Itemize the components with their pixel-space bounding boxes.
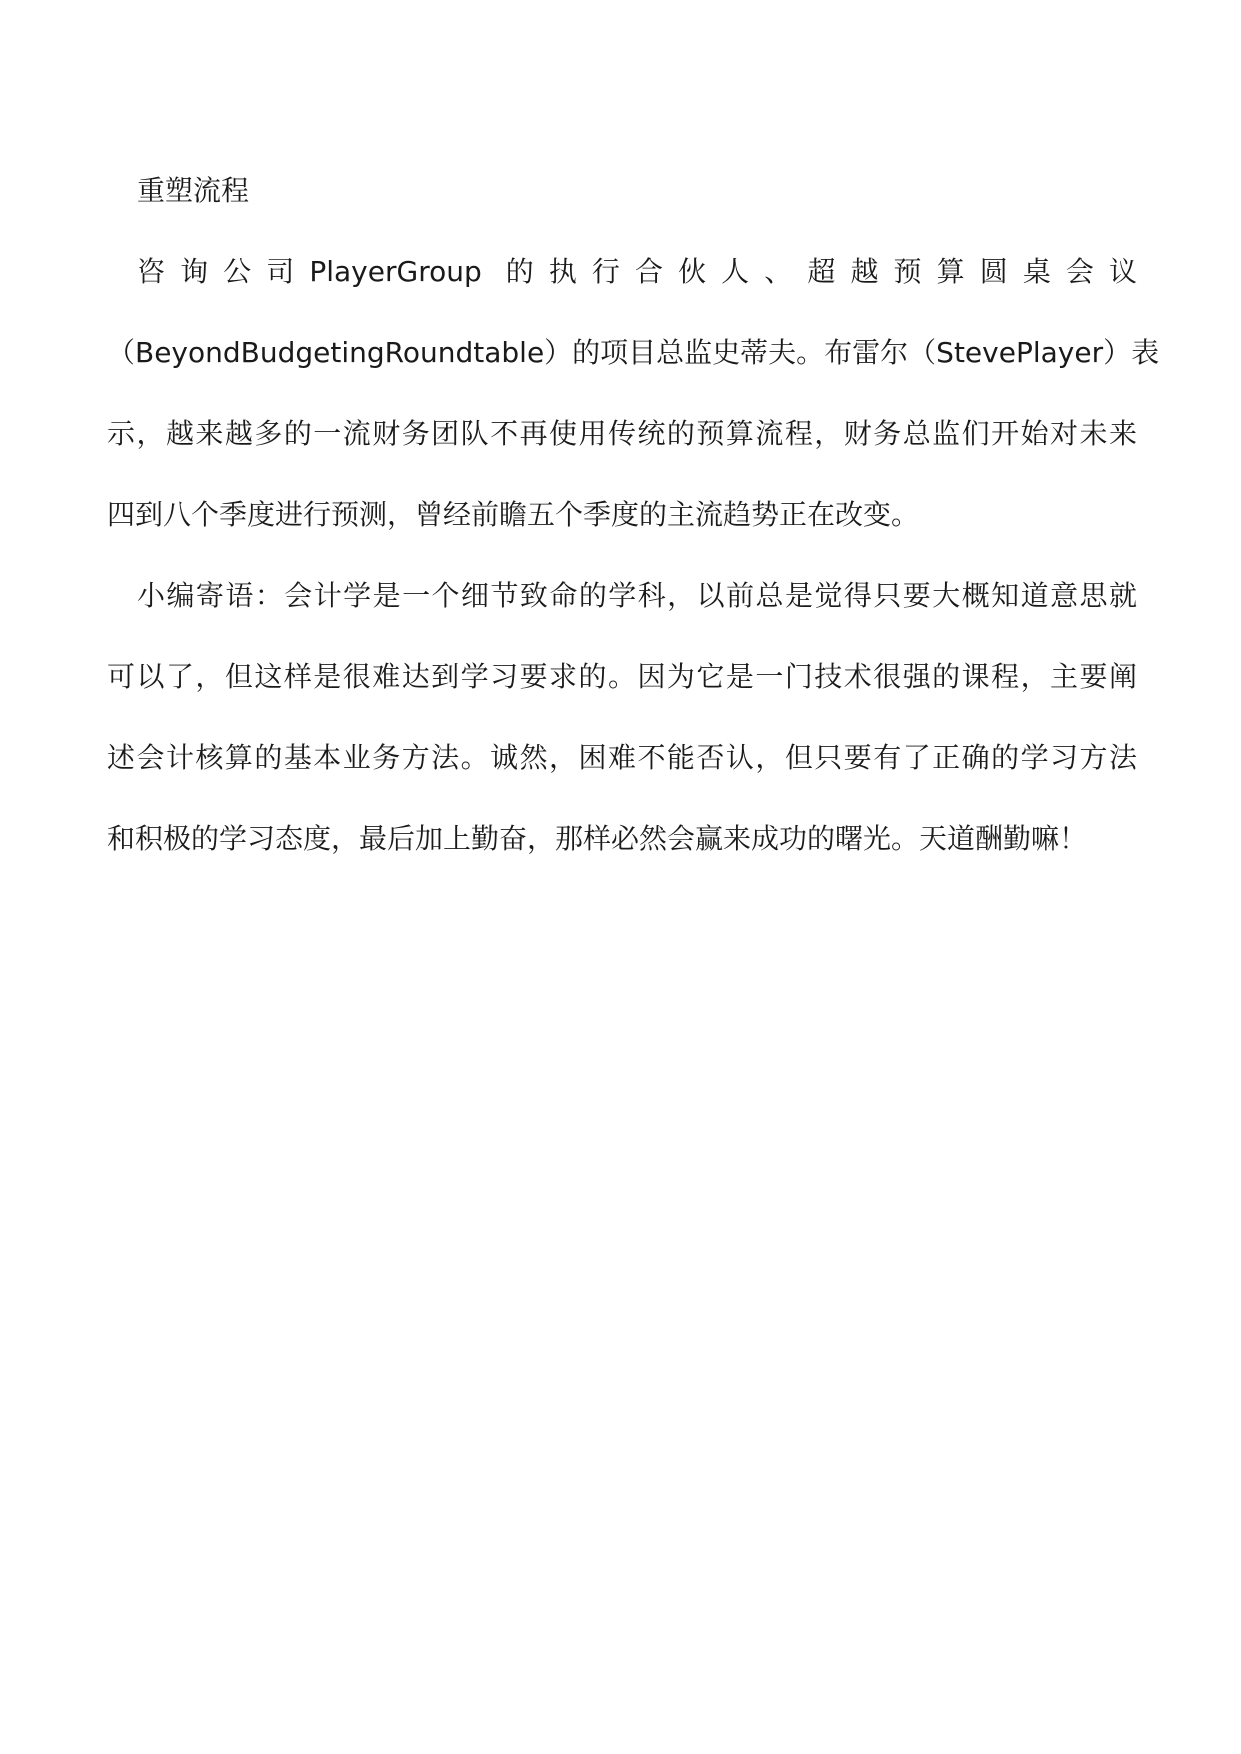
paragraph-2-line-3: 述会计核算的基本业务方法。诚然，困难不能否认，但只要有了正确的学习方法 [107, 741, 1137, 774]
paragraph-1-line-3: 示，越来越多的一流财务团队不再使用传统的预算流程，财务总监们开始对未来 [107, 417, 1137, 450]
paragraph-1-line-4: 四到八个季度进行预测，曾经前瞻五个季度的主流趋势正在改变。 [107, 498, 920, 531]
paragraph-2-line-2: 可以了，但这样是很难达到学习要求的。因为它是一门技术很强的课程，主要阐 [107, 660, 1137, 693]
section-heading: 重塑流程 [137, 174, 250, 207]
paragraph-1-line-1: 咨询公司PlayerGroup 的执行合伙人、超越预算圆桌会议 [137, 255, 1137, 288]
paragraph-2-line-4: 和积极的学习态度，最后加上勤奋，那样必然会赢来成功的曙光。天道酬勤嘛！ [107, 822, 1088, 855]
paragraph-2-line-1: 小编寄语：会计学是一个细节致命的学科，以前总是觉得只要大概知道意思就 [137, 579, 1137, 612]
paragraph-1-line-2: （BeyondBudgetingRoundtable）的项目总监史蒂夫。布雷尔（StevePlayer）表 [107, 336, 1160, 369]
